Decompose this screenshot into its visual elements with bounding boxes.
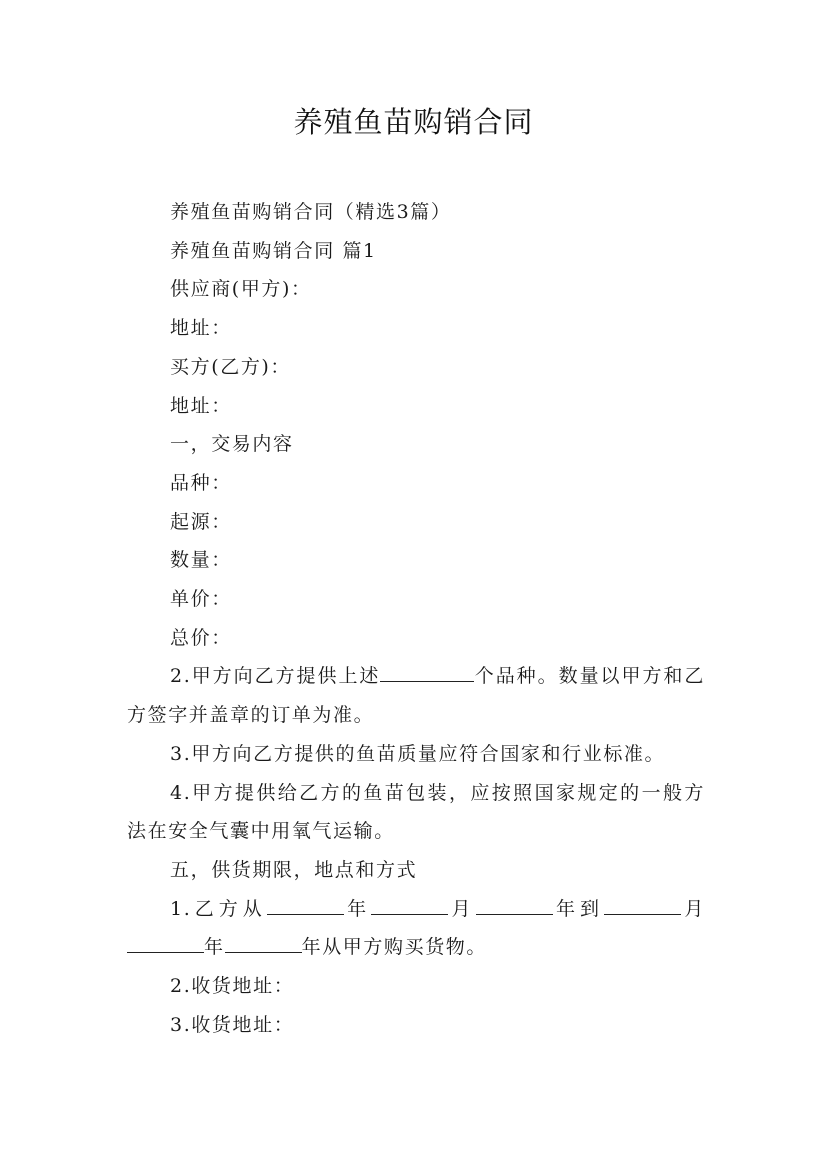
buyer-address-line: 地址： <box>170 394 232 417</box>
quantity-line: 数量： <box>170 549 232 572</box>
variety-line: 品种： <box>170 471 232 494</box>
supplier-line: 供应商(甲方)： <box>170 278 312 301</box>
delivery-address-3-line: 3.收货地址： <box>170 1013 295 1036</box>
fill-in-blank <box>604 898 681 915</box>
fill-in-blank <box>476 898 553 915</box>
supplier-address-line: 地址： <box>170 317 232 340</box>
buyer-line: 买方(乙方)： <box>170 355 292 378</box>
delivery-to-label: 年到 <box>552 897 604 920</box>
fill-in-blank <box>127 936 204 953</box>
section-5-heading: 五，供货期限，地点和方式 <box>170 858 418 881</box>
total-price-line: 总价： <box>170 626 232 649</box>
section-1-heading: 一，交易内容 <box>170 433 294 456</box>
origin-line: 起源： <box>170 510 232 533</box>
document-body <box>127 193 705 1044</box>
delivery-year-label-2: 年 <box>204 936 225 959</box>
item-2-text-b: 个品种。数量以甲方和乙方签字并盖章的订单为准。 <box>127 665 705 727</box>
item-2-paragraph <box>127 657 705 734</box>
fill-in-blank <box>371 898 448 915</box>
document-title: 养殖鱼苗购销合同 <box>293 105 534 139</box>
fill-in-blank <box>380 665 474 682</box>
fill-in-blank <box>267 898 344 915</box>
delivery-month-label-2: 月 <box>680 897 705 920</box>
delivery-month-label: 月 <box>448 897 476 920</box>
delivery-buy-text: 年从甲方购买货物。 <box>301 936 488 959</box>
unit-price-line: 单价： <box>170 588 232 611</box>
item-3-paragraph: 3.甲方向乙方提供的鱼苗质量应符合国家和行业标准。 <box>170 742 666 765</box>
delivery-address-2-line: 2.收货地址： <box>170 975 295 998</box>
intro-line: 养殖鱼苗购销合同（精选3篇） <box>170 201 452 223</box>
delivery-prefix: 1.乙方从 <box>170 897 267 920</box>
item-4-paragraph: 4.甲方提供给乙方的鱼苗包装，应按照国家规定的一般方法在安全气囊中用氧气运输。 <box>127 781 705 843</box>
item-2-text-a: 2.甲方向乙方提供上述 <box>170 665 381 688</box>
delivery-period-paragraph <box>127 890 705 967</box>
fill-in-blank <box>225 936 302 953</box>
delivery-year-label: 年 <box>343 897 372 920</box>
part-heading: 养殖鱼苗购销合同 篇1 <box>170 239 377 262</box>
